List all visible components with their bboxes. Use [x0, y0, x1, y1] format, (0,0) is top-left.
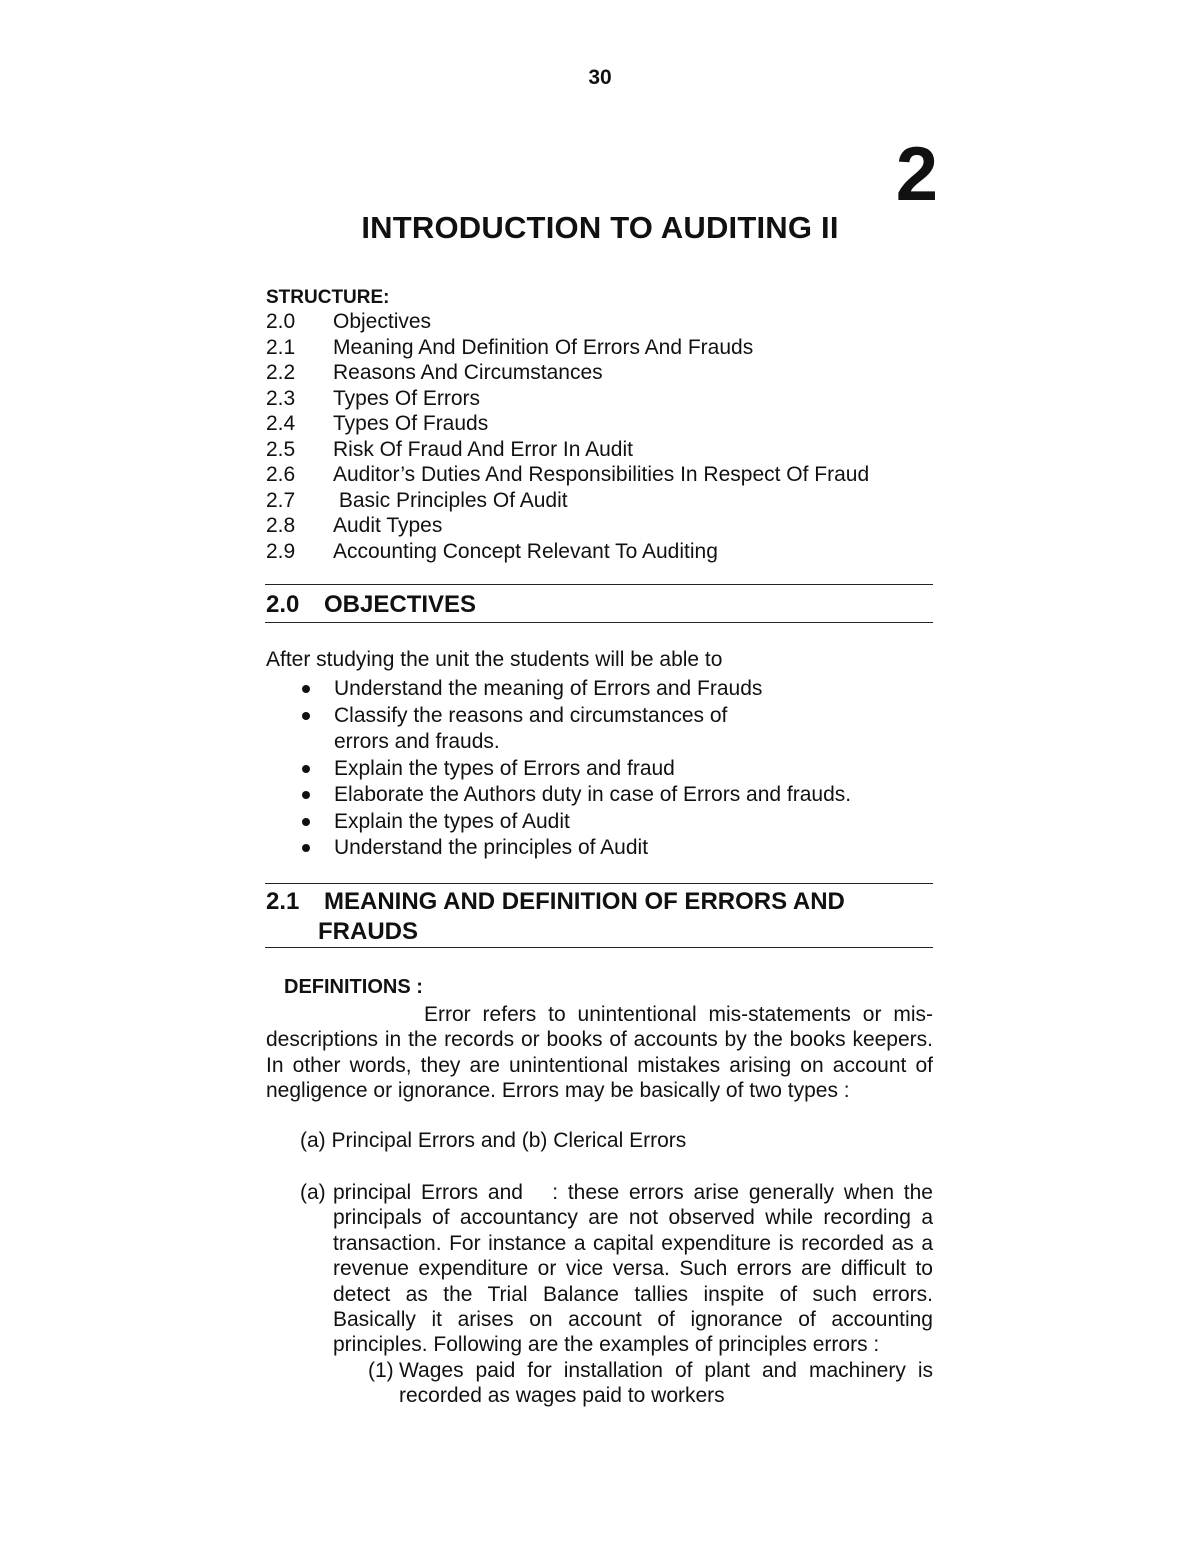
structure-item [266, 360, 946, 386]
section-rule-bottom [265, 947, 933, 948]
objectives-list [298, 676, 918, 862]
list-item-text: Understand the meaning of Errors and Frauds [334, 677, 763, 700]
list-item [298, 809, 918, 836]
section-heading-meaning [266, 887, 946, 947]
structure-item-text: Objectives [333, 310, 432, 333]
section-number: 2.1 [266, 888, 300, 915]
structure-item-number: 2.6 [266, 463, 296, 486]
list-item-text: Explain the types of Errors and fraud [334, 756, 675, 780]
list-item-text: Understand the principles of Audit [334, 836, 649, 859]
section-title: OBJECTIVES [324, 591, 477, 618]
structure-item-number: 2.9 [266, 539, 296, 563]
list-item-text: Elaborate the Authors duty in case of Errors and frauds. [334, 783, 852, 806]
structure-item-number: 2.7 [266, 488, 296, 512]
page-number: 30 [588, 66, 612, 89]
list-item [298, 782, 918, 809]
bullet-icon [302, 818, 310, 826]
principal-errors-item [300, 1180, 939, 1358]
structure-item [266, 437, 946, 463]
bullet-icon [302, 791, 310, 799]
structure-item-text: Types Of Frauds [333, 412, 489, 435]
structure-item-number: 2.8 [266, 514, 296, 537]
list-item [298, 835, 918, 862]
structure-item-text: Auditor’s Duties And Responsibilities In Respect Of Fraud [333, 463, 870, 486]
section-title: MEANING AND DEFINITION OF ERRORS AND [324, 888, 845, 915]
definitions-label: DEFINITIONS : [284, 976, 423, 998]
structure-item [266, 411, 946, 437]
objectives-intro: After studying the unit the students will be able to [266, 648, 723, 671]
structure-item-text: Basic Principles Of Audit [333, 488, 568, 512]
example-item [368, 1358, 933, 1409]
structure-list [266, 309, 946, 564]
list-item-text: Classify the reasons and circumstances of errors and frauds. [334, 703, 728, 753]
section-rule-top [265, 883, 933, 884]
structure-item [266, 309, 946, 335]
structure-item-text: Reasons And Circumstances [333, 361, 603, 384]
structure-item-text: Risk Of Fraud And Error In Audit [333, 437, 633, 461]
bullet-icon [302, 765, 310, 773]
list-item [298, 676, 918, 703]
structure-item-text: Types Of Errors [333, 386, 481, 410]
structure-item-number: 2.4 [266, 412, 296, 435]
structure-item [266, 462, 946, 488]
section-title-continued: FRAUDS [318, 918, 418, 945]
structure-item-text: Accounting Concept Relevant To Auditing [333, 539, 718, 563]
bullet-icon [302, 844, 310, 852]
section-rule-top [265, 584, 933, 585]
item-label: (a) [300, 1181, 326, 1204]
section-rule-bottom [265, 622, 933, 623]
list-item [298, 756, 918, 783]
item-text: Wages paid for installation of plant and machinery is recorded as wages paid to workers [399, 1359, 933, 1408]
chapter-number: 2 [895, 132, 938, 217]
structure-item-text: Meaning And Definition Of Errors And Frauds [333, 335, 754, 359]
structure-item-number: 2.0 [266, 310, 296, 333]
structure-item [266, 513, 946, 539]
structure-item [266, 488, 946, 514]
structure-label: STRUCTURE: [266, 287, 390, 308]
definition-paragraph: Error refers to unintentional mis-statements or mis-descriptions in the records or books of accounts by the books keepers. In other words, they are unintentional mistakes arising on account of negligence or ignorance. Errors may be basically of two types : [266, 1003, 933, 1103]
structure-item [266, 539, 946, 565]
structure-item [266, 335, 946, 361]
structure-item-number: 2.3 [266, 386, 296, 410]
item-text: principal Errors and : these errors arise generally when the principals of accountancy are not observed while recording a transaction. For instance a capital expenditure is recorded as a revenue expenditure or vice versa. Such errors are difficult to detect as the Trial Balance tallies inspite of such errors. Basically it arises on account of ignorance of accounting principles. Following are the examples of principles errors : [333, 1181, 939, 1357]
list-item-text: Explain the types of Audit [334, 809, 570, 833]
section-heading-objectives [266, 590, 946, 620]
bullet-icon [302, 712, 310, 720]
chapter-title: INTRODUCTION TO AUDITING II [361, 210, 839, 245]
list-item [298, 703, 918, 756]
structure-item-number: 2.5 [266, 437, 296, 461]
structure-item-text: Audit Types [333, 514, 443, 537]
item-label: (1) [368, 1359, 394, 1382]
bullet-icon [302, 685, 310, 693]
structure-item-number: 2.1 [266, 335, 296, 359]
structure-item-number: 2.2 [266, 361, 296, 384]
section-number: 2.0 [266, 591, 300, 618]
structure-item [266, 386, 946, 412]
error-types-line: (a) Principal Errors and (b) Clerical Errors [300, 1129, 687, 1152]
